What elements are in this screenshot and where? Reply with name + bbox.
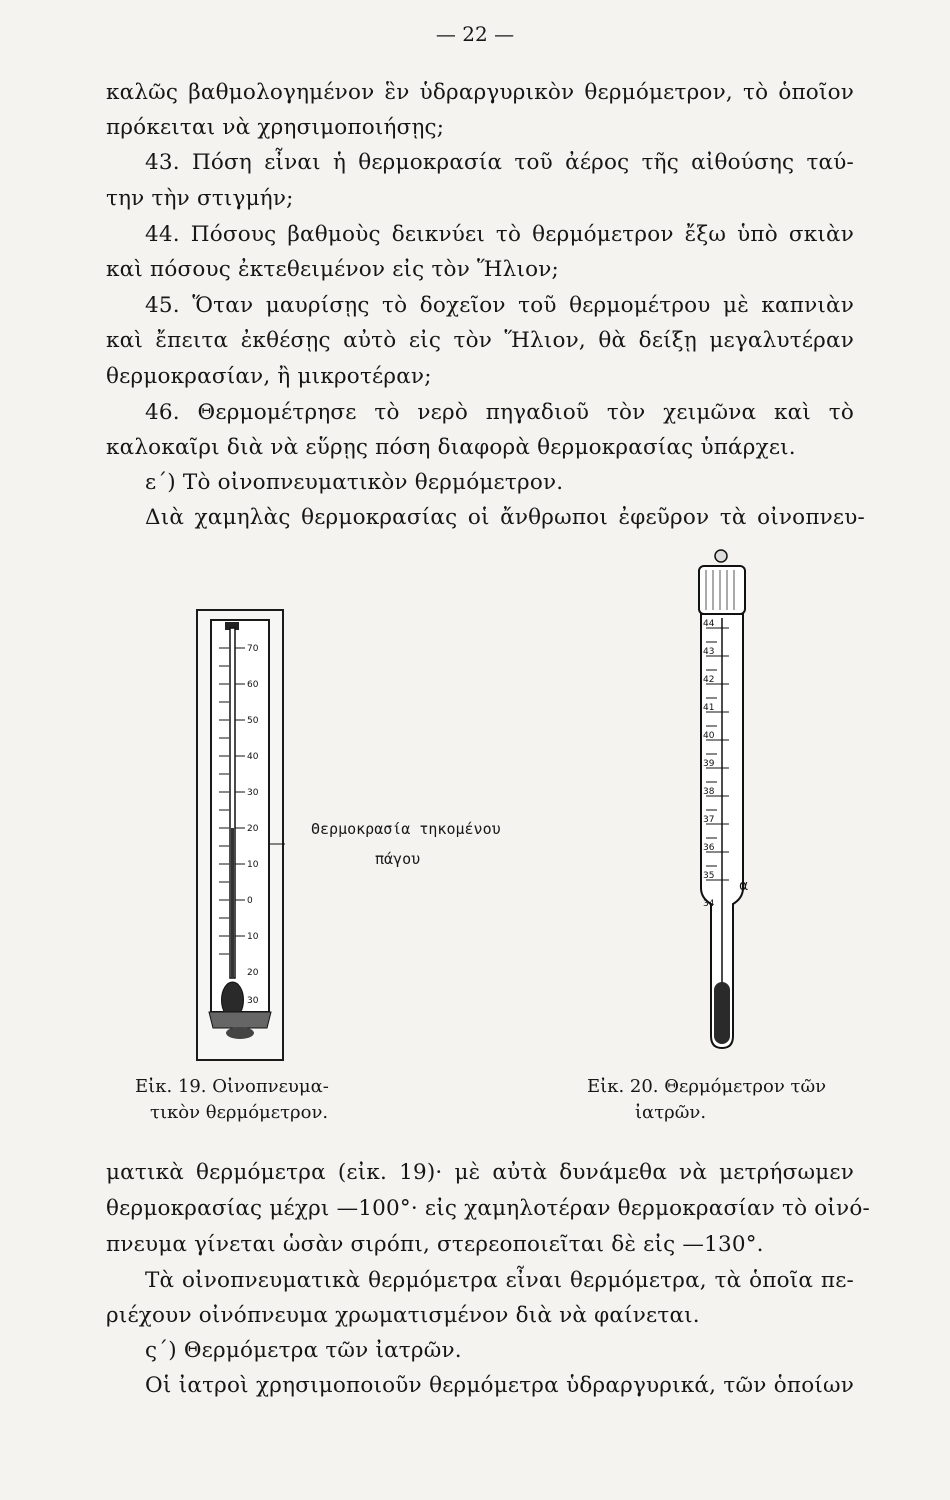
- text-line: 46. Θερμομέτρησε τὸ νερὸ πηγαδιοῦ τὸν χειμῶνα καὶ τὸ: [145, 400, 854, 425]
- text-line: πνευμα γίνεται ὡσὰν σιρόπι, στερεοποιεῖται δὲ εἰς —130°.: [106, 1232, 764, 1257]
- tick-label: 40: [703, 731, 715, 741]
- section-heading: ε΄) Τὸ οἰνοπνευματικὸν θερμόμετρον.: [145, 470, 564, 495]
- section-heading: ς΄) Θερμόμετρα τῶν ἰατρῶν.: [145, 1338, 462, 1363]
- tick-label: 70: [247, 644, 259, 654]
- text-line: καὶ ἔπειτα ἐκθέσῃς αὐτὸ εἰς τὸν Ἥλιον, θὰ δείξῃ μεγαλυτέραν: [106, 328, 854, 353]
- figure-label-line1: Θερμοκρασία τηκομένου: [311, 820, 501, 838]
- caption-fig20-line2: ἰατρῶν.: [635, 1102, 707, 1123]
- alcohol-column: [231, 828, 234, 978]
- tick-label: 20: [247, 824, 259, 834]
- figure-label-line2: πάγου: [375, 850, 421, 868]
- thermometer-bulb: [714, 982, 730, 1044]
- text-line: ριέχουν οἰνόπνευμα χρωματισμένον διὰ νὰ φαίνεται.: [106, 1303, 700, 1328]
- tick-label: 41: [703, 703, 715, 713]
- text-line: Οἱ ἰατροὶ χρησιμοποιοῦν θερμόμετρα ὑδραργυρικά, τῶν ὁποίων: [145, 1373, 854, 1398]
- text-line: 45. Ὅταν μαυρίσῃς τὸ δοχεῖον τοῦ θερμομέτρου μὲ καπνιὰν: [145, 293, 854, 318]
- tick-label: 34: [703, 899, 715, 909]
- tick-label: 50: [247, 716, 259, 726]
- tick-label: 60: [247, 680, 259, 690]
- text-line: ματικὰ θερμόμετρα (εἰκ. 19)· μὲ αὐτὰ δυνάμεθα νὰ μετρήσωμεν: [106, 1160, 854, 1185]
- caption-fig20-line1: Εἰκ. 20. Θερμόμετρον τῶν: [587, 1076, 827, 1097]
- clinical-thermometer-figure: [693, 548, 765, 1053]
- tick-label: 40: [247, 752, 259, 762]
- tick-label: 20: [247, 968, 259, 978]
- constriction-mark: α: [739, 878, 749, 894]
- alcohol-thermometer-figure: [195, 608, 285, 1063]
- text-line: θερμοκρασίας μέχρι —100°· εἰς χαμηλοτέραν θερμοκρασίαν τὸ οἰνό-: [106, 1196, 870, 1221]
- text-line: πρόκειται νὰ χρησιμοποιήσῃς;: [106, 115, 445, 140]
- text-line: Τὰ οἰνοπνευματικὰ θερμόμετρα εἶναι θερμόμετρα, τὰ ὁποῖα πε-: [145, 1268, 854, 1293]
- tick-label: 42: [703, 675, 715, 685]
- text-line: καλοκαῖρι διὰ νὰ εὕρῃς πόση διαφορὰ θερμοκρασίας ὑπάρχει.: [106, 435, 796, 460]
- tick-label: 37: [703, 815, 715, 825]
- text-line: θερμοκρασίαν, ἢ μικροτέραν;: [106, 364, 432, 389]
- tick-label: 36: [703, 843, 715, 853]
- tick-label: 10: [247, 932, 259, 942]
- text-line: καὶ πόσους ἐκτεθειμένον εἰς τὸν Ἥλιον;: [106, 257, 559, 282]
- tick-label: 43: [703, 647, 715, 657]
- tick-label: 30: [247, 996, 259, 1006]
- caption-fig19-line1: Εἰκ. 19. Οἰνοπνευμα-: [135, 1076, 329, 1097]
- tick-label: 44: [703, 619, 715, 629]
- tick-label: 39: [703, 759, 715, 769]
- tick-label: 35: [703, 871, 715, 881]
- tick-label: 38: [703, 787, 715, 797]
- text-line: Διὰ χαμηλὰς θερμοκρασίας οἱ ἄνθρωποι ἐφεῦρον τὰ οἰνοπνευ-: [145, 505, 865, 530]
- tick-label: 0: [247, 896, 253, 906]
- text-line: 44. Πόσους βαθμοὺς δεικνύει τὸ θερμόμετρον ἔξω ὑπὸ σκιὰν: [145, 222, 854, 247]
- tick-label: 10: [247, 860, 259, 870]
- page-number: — 22 —: [435, 22, 515, 46]
- text-line: καλῶς βαθμολογημένον ἓν ὑδραργυρικὸν θερμόμετρον, τὸ ὁποῖον: [106, 80, 854, 105]
- text-line: 43. Πόση εἶναι ἡ θερμοκρασία τοῦ ἀέρος τῆς αἰθούσης ταύ-: [145, 150, 854, 175]
- text-line: την τὴν στιγμήν;: [106, 186, 294, 211]
- tick-label: 30: [247, 788, 259, 798]
- caption-fig19-line2: τικὸν θερμόμετρον.: [150, 1102, 329, 1123]
